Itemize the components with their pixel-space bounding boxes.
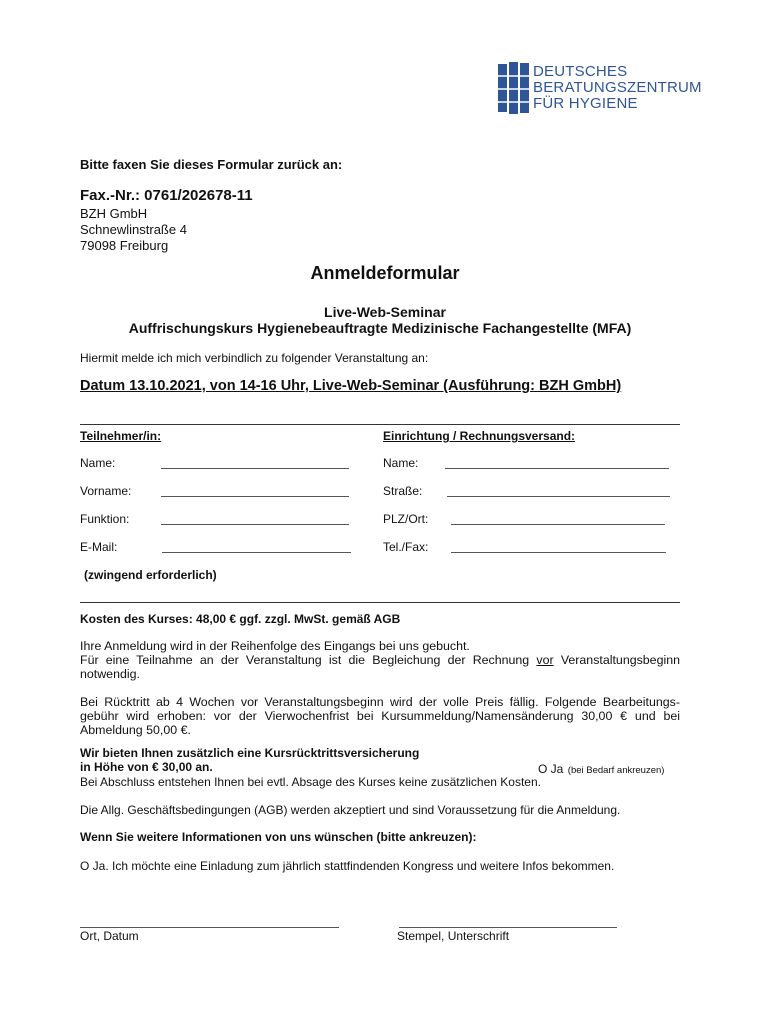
billing-zip-city-label: PLZ/Ort: <box>383 512 429 526</box>
address-line: BZH GmbH <box>80 206 148 221</box>
agb-acceptance: Die Allg. Geschäftsbedingungen (AGB) werden akzeptiert und sind Voraussetzung für die Anmeldung. <box>80 803 621 817</box>
stamp-signature-label: Stempel, Unterschrift <box>397 929 510 943</box>
payment-text-vor: vor <box>536 653 554 667</box>
registration-intro: Hiermit melde ich mich verbindlich zu folgender Veranstaltung an: <box>80 351 429 365</box>
fax-number: Fax.-Nr.: 0761/202678-11 <box>80 187 253 204</box>
billing-name-field[interactable] <box>445 468 669 469</box>
address-line: 79098 Freiburg <box>80 238 169 253</box>
logo-wordmark <box>533 64 702 112</box>
form-title: Anmeldeformular <box>310 263 460 283</box>
form-table-top-rule <box>80 424 680 425</box>
logo-line-2: BERATUNGSZENTRUM <box>533 79 702 96</box>
event-date: Datum 13.10.2021, von 14-16 Uhr, Live-Web-Seminar (Ausführung: BZH GmbH) <box>80 378 622 394</box>
email-required-note: (zwingend erforderlich) <box>84 568 217 582</box>
insurance-offer-line1: Wir bieten Ihnen zusätzlich eine Kursrücktrittsversicherung <box>80 746 420 760</box>
billing-phone-fax-field[interactable] <box>451 552 666 553</box>
participant-name-field[interactable] <box>161 468 349 469</box>
fax-intro: Bitte faxen Sie dieses Formular zurück an: <box>80 157 343 172</box>
place-date-label: Ort, Datum <box>80 929 139 943</box>
insurance-checkbox[interactable] <box>538 760 664 778</box>
payment-text-post: Veranstaltungsbeginn notwendig. <box>80 653 680 681</box>
participant-function-field[interactable] <box>161 524 349 525</box>
address-line: Schnewlinstraße 4 <box>80 222 187 237</box>
insurance-option-label: O Ja <box>538 762 564 776</box>
info-request-heading: Wenn Sie weitere Informationen von uns wünschen (bitte ankreuzen): <box>80 830 477 844</box>
participant-firstname-label: Vorname: <box>80 484 132 498</box>
participant-name-label: Name: <box>80 456 116 470</box>
place-date-line[interactable] <box>80 927 339 928</box>
billing-street-field[interactable] <box>447 496 670 497</box>
form-table-bottom-rule <box>80 602 680 603</box>
participant-email-field[interactable] <box>162 552 351 553</box>
stamp-signature-line[interactable] <box>399 927 617 928</box>
insurance-offer-line2: in Höhe von € 30,00 an. <box>80 760 213 774</box>
participant-function-label: Funktion: <box>80 512 130 526</box>
insurance-offer-line3: Bei Abschluss entstehen Ihnen bei evtl. Absage des Kurses keine zusätzlichen Kosten. <box>80 775 541 789</box>
form-subtitle-1: Live-Web-Seminar <box>324 304 446 320</box>
payment-text-pre: Für eine Teilnahme an der Veranstaltung ist die Begleichung der Rechnung <box>80 653 537 667</box>
billing-street-label: Straße: <box>383 484 423 498</box>
cancellation-paragraph: Bei Rücktritt ab 4 Wochen vor Veranstaltungsbeginn wird der volle Preis fällig. Folgende Bearbeitungs-gebühr wird erhoben: vor der Vierwochenfrist bei Kursummeldung/Namensänderung 30,00 € und bei Abmeldung 50,00 €. <box>80 695 680 737</box>
insurance-option-note: (bei Bedarf ankreuzen) <box>567 765 665 776</box>
logo-line-1: DEUTSCHES <box>533 63 628 80</box>
payment-requirement-text <box>80 653 680 681</box>
info-request-checkbox[interactable]: O Ja. Ich möchte eine Einladung zum jährlich stattfindenden Kongress und weitere Infos bekommen. <box>80 859 615 873</box>
billing-zip-city-field[interactable] <box>451 524 665 525</box>
billing-name-label: Name: <box>383 456 419 470</box>
logo-line-3: FÜR HYGIENE <box>533 95 638 112</box>
participant-heading: Teilnehmer/in: <box>80 429 162 443</box>
participant-firstname-field[interactable] <box>161 496 349 497</box>
form-subtitle-2: Auffrischungskurs Hygienebeauftragte Medizinische Fachangestellte (MFA) <box>128 320 632 336</box>
booking-order-paragraph <box>80 639 680 681</box>
billing-phone-fax-label: Tel./Fax: <box>383 540 429 554</box>
booking-order-text: Ihre Anmeldung wird in der Reihenfolge des Eingangs bei uns gebucht. <box>80 639 470 653</box>
fax-address <box>80 206 187 254</box>
participant-email-label: E-Mail: <box>80 540 118 554</box>
course-cost: Kosten des Kurses: 48,00 € ggf. zzgl. MwSt. gemäß AGB <box>80 612 401 626</box>
billing-heading: Einrichtung / Rechnungsversand: <box>383 429 576 443</box>
